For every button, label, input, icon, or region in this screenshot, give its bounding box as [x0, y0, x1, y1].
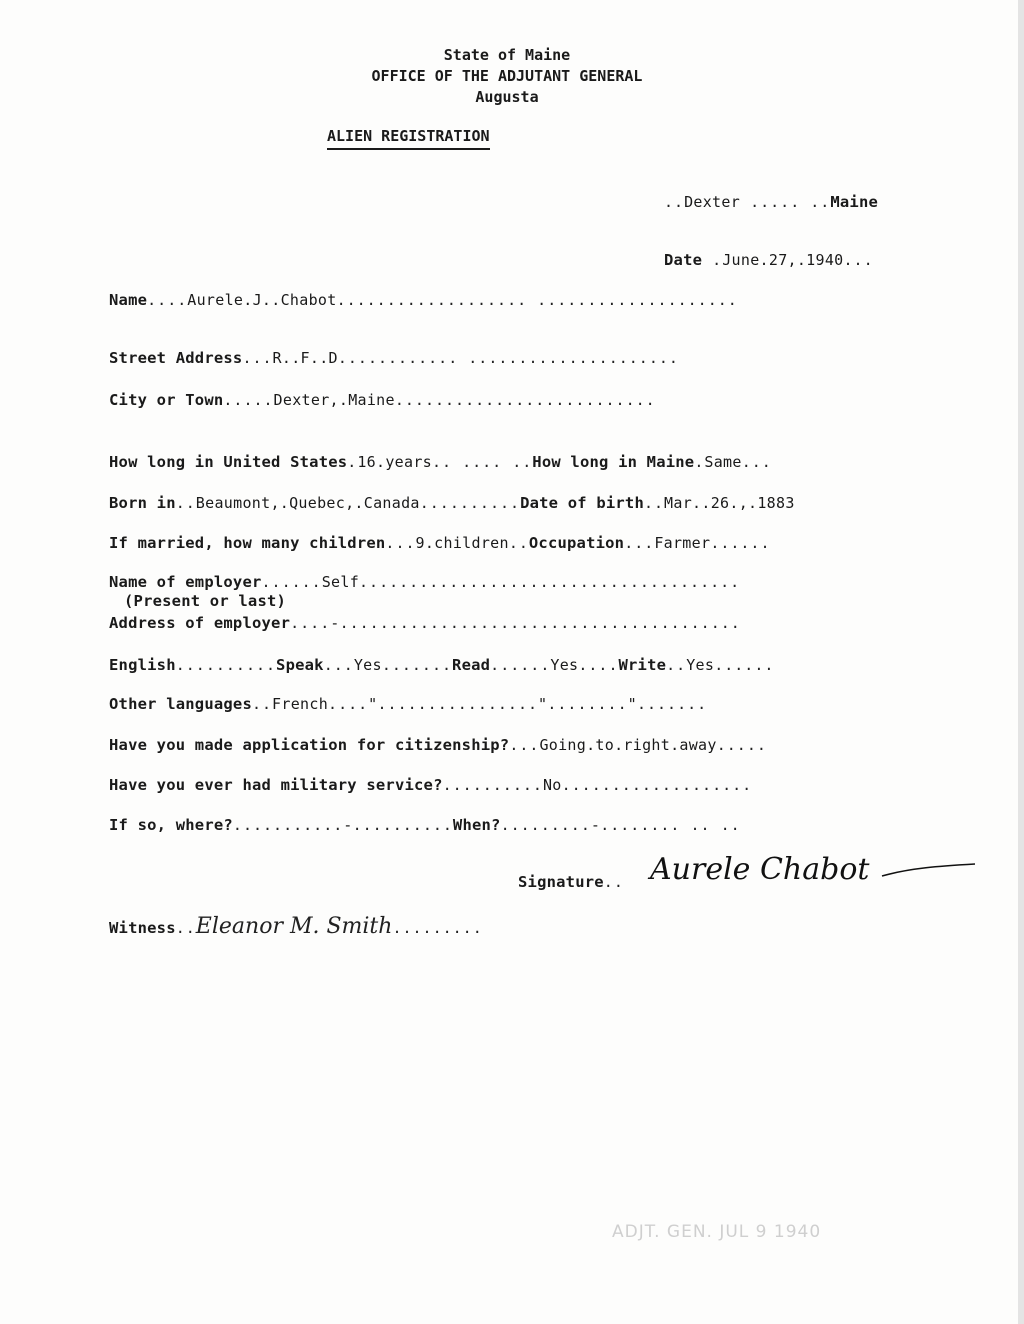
received-stamp: ADJT. GEN. JUL 9 1940 [612, 1222, 822, 1242]
name-row: Name....Aurele.J..Chabot................... .................... [109, 291, 738, 309]
us-duration-value: 16.years [357, 453, 432, 471]
ditto-mark-2: " [538, 695, 548, 713]
citizenship-value: Going.to.right.away [539, 736, 717, 754]
street-value: R..F..D [272, 349, 338, 367]
where-label: If so, where? [109, 816, 233, 834]
speak-label: Speak [276, 656, 324, 674]
signature-row: Signature.. [518, 873, 624, 891]
state-heading: State of Maine [443, 46, 571, 64]
english-label: English [109, 656, 176, 674]
other-languages-row: Other languages..French...."................"........"....... [109, 695, 708, 713]
children-value: 9.children [415, 534, 509, 552]
signature-flourish [880, 858, 980, 888]
birth-row: Born in..Beaumont,.Quebec,.Canada..........Date of birth..Mar..26.,.1883 [109, 494, 795, 512]
city-row: City or Town.....Dexter,.Maine.......................... [109, 391, 656, 409]
place-state: Maine [830, 193, 879, 211]
service-details-row: If so, where?...........-..........When?.........-........ .. .. [109, 816, 741, 834]
witness-signature: Eleanor M. Smith [195, 914, 393, 939]
name-value: Aurele.J..Chabot [187, 291, 337, 309]
occupation-label: Occupation [528, 534, 625, 552]
speak-value: Yes [353, 656, 382, 674]
employer-address-label: Address of employer [109, 614, 291, 632]
born-in-label: Born in [109, 494, 176, 512]
duration-row: How long in United States.16.years.. .... ..How long in Maine.Same... [109, 453, 772, 471]
other-languages-label: Other languages [109, 695, 252, 713]
city-value: Dexter,.Maine [273, 391, 395, 409]
birth-date-label: Date of birth [520, 494, 644, 512]
read-value: Yes [550, 656, 579, 674]
city-label: City or Town [109, 391, 224, 409]
us-duration-label: How long in United States [109, 453, 348, 471]
children-label: If married, how many children [109, 534, 386, 552]
when-value: - [590, 816, 601, 834]
where-value: - [343, 816, 353, 834]
place-line: ..Dexter ..... ..Maine [664, 193, 879, 211]
occupation-value: Farmer [654, 534, 711, 552]
witness-row: Witness..Eleanor M. Smith......... [109, 914, 483, 939]
signature-label: Signature [518, 873, 604, 891]
date-label: Date [664, 251, 703, 269]
english-row: English..........Speak...Yes.......Read......Yes....Write..Yes...... [109, 656, 775, 674]
write-value: Yes [686, 656, 715, 674]
citizenship-label: Have you made application for citizenship? [109, 736, 510, 754]
employer-label: Name of employer [109, 573, 262, 591]
employer-row: Name of employer......Self...................................... [109, 573, 741, 591]
read-label: Read [452, 656, 491, 674]
when-label: When? [452, 816, 501, 834]
street-row: Street Address...R..F..D............ ..................... [109, 349, 679, 367]
city-heading: Augusta [475, 88, 539, 106]
citizenship-row: Have you made application for citizenship?...Going.to.right.away..... [109, 736, 767, 754]
maine-duration-value: Same [704, 453, 742, 471]
office-heading: OFFICE OF THE ADJUTANT GENERAL [371, 67, 643, 85]
employer-sublabel: (Present or last) [124, 592, 287, 610]
place-town: Dexter [684, 193, 741, 211]
page-edge [1018, 0, 1024, 1324]
employer-address-value: - [330, 614, 340, 632]
born-in-value: Beaumont,.Quebec,.Canada [195, 494, 420, 512]
family-row: If married, how many children...9.children..Occupation...Farmer...... [109, 534, 771, 552]
ditto-mark-3: " [627, 695, 637, 713]
applicant-signature: Aurele Chabot [650, 852, 870, 887]
date-line: Date .June.27,.1940... [664, 251, 874, 269]
military-value: No [542, 776, 562, 794]
street-label: Street Address [109, 349, 243, 367]
employer-address-row: Address of employer....-........................................ [109, 614, 741, 632]
ditto-mark-1: " [368, 695, 378, 713]
maine-duration-label: How long in Maine [532, 453, 695, 471]
birth-date-value: Mar..26.,.1883 [664, 494, 795, 512]
name-label: Name [109, 291, 148, 309]
form-title: ALIEN REGISTRATION [327, 127, 490, 150]
military-row: Have you ever had military service?..........No................... [109, 776, 753, 794]
other-languages-value: French [272, 695, 329, 713]
employer-value: Self [321, 573, 360, 591]
write-label: Write [618, 656, 667, 674]
military-label: Have you ever had military service? [109, 776, 443, 794]
date-value: June.27,.1940 [722, 251, 844, 269]
witness-label: Witness [109, 919, 176, 937]
